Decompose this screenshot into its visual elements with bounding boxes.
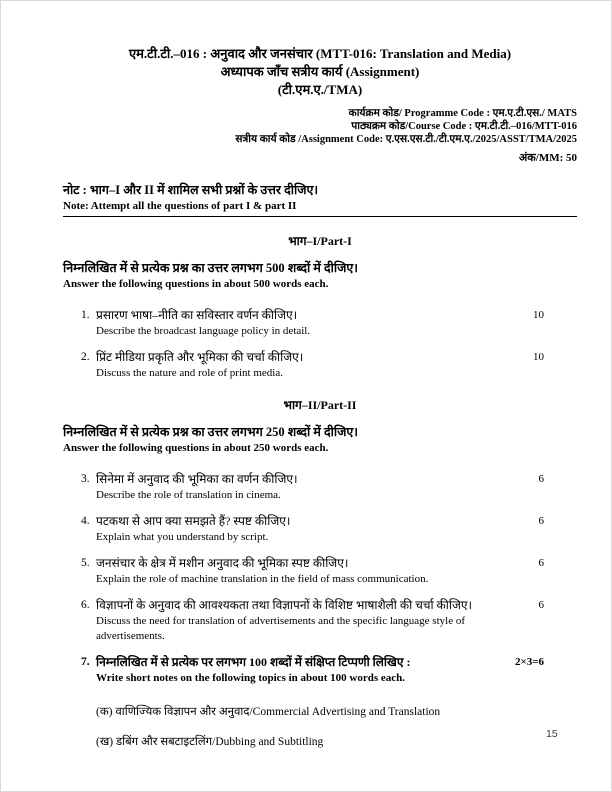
question-marks: 6 bbox=[538, 557, 544, 569]
question-hindi: प्रसारण भाषा–नीति का सविस्तार वर्णन कीजिए। bbox=[96, 308, 298, 322]
question-text bbox=[96, 555, 522, 587]
question-english: Discuss the nature and role of print media. bbox=[96, 367, 283, 379]
question-english: Explain the role of machine translation in the field of mass communication. bbox=[96, 573, 429, 585]
question-marks: 6 bbox=[538, 515, 544, 527]
question-marks: 6 bbox=[538, 473, 544, 485]
question-number: 5. bbox=[81, 557, 90, 569]
question-number: 2. bbox=[81, 351, 90, 363]
note-block bbox=[63, 182, 577, 214]
question-marks: 2×3=6 bbox=[514, 656, 544, 668]
part2-instruction bbox=[63, 424, 577, 456]
question-english: Describe the broadcast language policy in detail. bbox=[96, 325, 311, 337]
course-code: पाठ्यक्रम कोड/Course Code : एम.टी.टी.–016/MTT-016 bbox=[351, 121, 577, 132]
document-subtitle-tma: (टी.एम.ए./TMA) bbox=[277, 82, 363, 97]
question-english: Discuss the need for translation of advertisements and the specific language style of advertisements. bbox=[96, 615, 465, 642]
question-3 bbox=[63, 471, 577, 503]
part1-instruction-hindi: निम्नलिखित में से प्रत्येक प्रश्न का उत्तर लगभग 500 शब्दों में दीजिए। bbox=[63, 261, 359, 275]
question-text bbox=[96, 471, 522, 503]
divider bbox=[63, 216, 577, 217]
max-marks: अंक/MM: 50 bbox=[518, 152, 577, 164]
question-marks: 6 bbox=[538, 599, 544, 611]
part2-instruction-english: Answer the following questions in about 250 words each. bbox=[63, 442, 329, 454]
question-marks: 10 bbox=[533, 351, 544, 363]
question-hindi: सिनेमा में अनुवाद की भूमिका का वर्णन कीजिए। bbox=[96, 472, 298, 486]
question-text bbox=[96, 597, 522, 644]
part1-instruction-english: Answer the following questions in about 500 words each. bbox=[63, 278, 329, 290]
question-7 bbox=[63, 654, 577, 686]
question-6 bbox=[63, 597, 577, 644]
note-hindi: नोट : भाग–I और II में शामिल सभी प्रश्नों के उत्तर दीजिए। bbox=[63, 183, 319, 197]
programme-code: कार्यक्रम कोड/ Programme Code : एम.ए.टी.एस./ MATS bbox=[348, 108, 577, 119]
part2-instruction-hindi: निम्नलिखित में से प्रत्येक प्रश्न का उत्तर लगभग 250 शब्दों में दीजिए। bbox=[63, 425, 359, 439]
question-number: 1. bbox=[81, 309, 90, 321]
question-5 bbox=[63, 555, 577, 587]
question-english: Describe the role of translation in cinema. bbox=[96, 489, 281, 501]
part2-questions bbox=[63, 471, 577, 750]
code-block bbox=[63, 107, 577, 146]
question-marks: 10 bbox=[533, 309, 544, 321]
question-1 bbox=[63, 307, 577, 339]
document-subtitle: अध्यापक जाँच सत्रीय कार्य (Assignment) bbox=[220, 64, 420, 79]
question-7-subitem-ka: (क) वाणिज्यिक विज्ञापन और अनुवाद/Commercial Advertising and Translation bbox=[96, 706, 441, 718]
part1-instruction bbox=[63, 260, 577, 292]
question-4 bbox=[63, 513, 577, 545]
assignment-code: सत्रीय कार्य कोड /Assignment Code: ए.एस.एस.टी./टी.एम.ए./2025/ASST/TMA/2025 bbox=[235, 134, 577, 145]
question-number: 6. bbox=[81, 599, 90, 611]
question-number: 7. bbox=[81, 656, 90, 668]
question-hindi: प्रिंट मीडिया प्रकृति और भूमिका की चर्चा कीजिए। bbox=[96, 350, 304, 364]
part1-questions bbox=[63, 307, 577, 381]
question-text bbox=[96, 307, 522, 339]
question-number: 4. bbox=[81, 515, 90, 527]
question-2 bbox=[63, 349, 577, 381]
question-hindi: पटकथा से आप क्या समझते हैं? स्पष्ट कीजिए। bbox=[96, 514, 291, 528]
document-header bbox=[63, 45, 577, 99]
question-english: Write short notes on the following topics in about 100 words each. bbox=[96, 672, 406, 684]
question-text bbox=[96, 349, 522, 381]
question-hindi: विज्ञापनों के अनुवाद की आवश्यकता तथा विज्ञापनों के विशिष्ट भाषाशैली की चर्चा कीजिए। bbox=[96, 598, 473, 612]
question-hindi: निम्नलिखित में से प्रत्येक पर लगभग 100 शब्दों में संक्षिप्त टिप्पणी लिखिए : bbox=[96, 655, 411, 669]
question-number: 3. bbox=[81, 473, 90, 485]
part2-heading: भाग–II/Part-II bbox=[283, 398, 357, 412]
question-text bbox=[96, 654, 522, 686]
question-7-subitem-kha: (ख) डबिंग और सबटाइटलिंग/Dubbing and Subtitling bbox=[96, 736, 324, 748]
part1-heading: भाग–I/Part-I bbox=[288, 234, 352, 248]
question-text bbox=[96, 513, 522, 545]
note-english: Note: Attempt all the questions of part I & part II bbox=[63, 200, 297, 212]
document-title: एम.टी.टी.–016 : अनुवाद और जनसंचार (MTT-016: Translation and Media) bbox=[128, 46, 512, 61]
question-english: Explain what you understand by script. bbox=[96, 531, 269, 543]
question-hindi: जनसंचार के क्षेत्र में मशीन अनुवाद की भूमिका स्पष्ट कीजिए। bbox=[96, 556, 349, 570]
page-number: 15 bbox=[546, 728, 558, 740]
